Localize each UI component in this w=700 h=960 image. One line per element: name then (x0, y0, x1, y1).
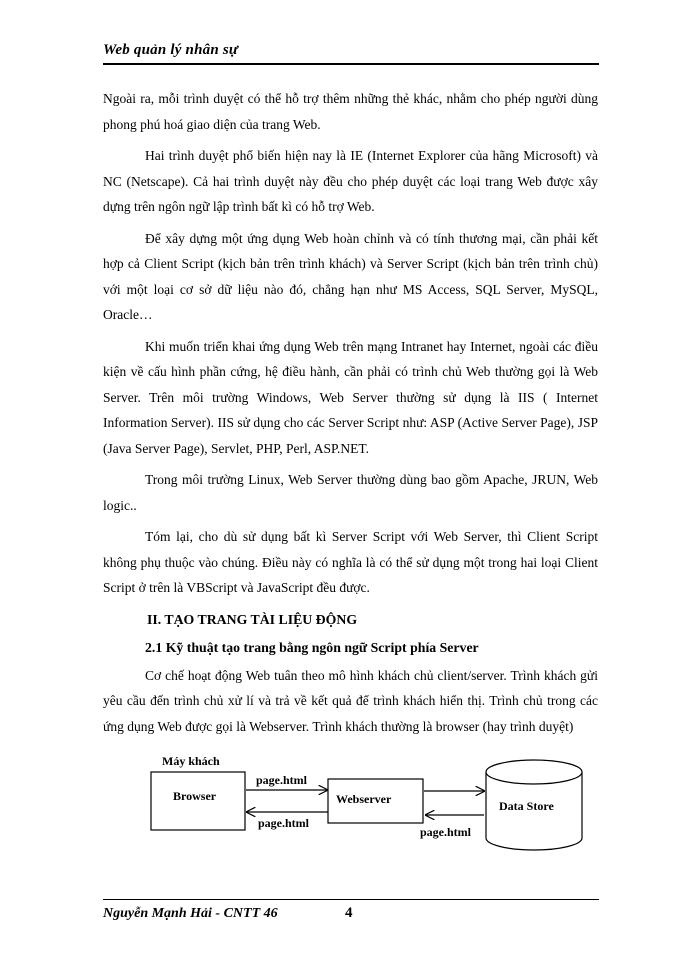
arrow-label-datastore: page.html (420, 825, 471, 839)
header-title: Web quản lý nhân sự (103, 42, 239, 58)
document-body (103, 86, 598, 745)
header-divider (103, 63, 599, 65)
paragraph-web-server: Khi muốn triển khai ứng dụng Web trên mạng Intranet hay Internet, ngoài các điều kiện về cấu hình phần cứng, hệ điều hành, cần phải có trình chủ Web thường gọi là Web Server. Trên môi trường Windows, Web Server thường sử dụng là IIS ( Internet Information Server). IIS sử dụng cho các Server Script như: ASP (Active Server Page), JSP (Java Server Page), Servlet, PHP, Perl, ASP.NET. (103, 338, 598, 456)
page-number: 4 (345, 905, 353, 921)
datastore-label: Data Store (499, 799, 554, 813)
arrow-label-request: page.html (256, 773, 307, 787)
paragraph-web-app: Để xây dựng một ứng dụng Web hoàn chỉnh và có tính thương mại, cần phải kết hợp cả Client Script (kịch bản trên trình khách) và Server Script (kịch bản trên trình chủ) với một loại cơ sở dữ liệu nào đó, chẳng hạn như MS Access, SQL Server, MySQL, Oracle… (103, 230, 598, 322)
page-header (103, 40, 599, 64)
paragraph-popular-browsers: Hai trình duyệt phổ biến hiện nay là IE (Internet Explorer của hãng Microsoft) và NC (Netscape). Cả hai trình duyệt này đều cho phép duyệt các loại trang Web được xây dựng trên ngôn ngữ lập trình bất kì có hỗ trợ Web. (103, 148, 598, 214)
paragraph-browser-tags: Ngoài ra, mỗi trình duyệt có thể hỗ trợ thêm những thẻ khác, nhằm cho phép người dùng phong phú hoá giao diện của trang Web. (103, 91, 598, 132)
section-heading: II. TẠO TRANG TÀI LIỆU ĐỘNG (147, 611, 358, 627)
paragraph-client-server: Cơ chế hoạt động Web tuân theo mô hình khách chủ client/server. Trình khách gửi yêu cầu đến trình chủ xử lí và trả về kết quả để trình khách hiển thị. Trình chủ trong các ứng dụng Web được gọi là Webserver. Trình khách thường là browser (hay trình duyệt) (103, 667, 598, 734)
footer-divider (103, 899, 599, 900)
arrow-label-response: page.html (258, 816, 309, 830)
paragraph-summary: Tóm lại, cho dù sử dụng bất kì Server Script với Web Server, thì Client Script không phụ thuộc vào chúng. Điều này có nghĩa là có thể sử dụng một trong hai loại Client Script ở trên là VBScript và JavaScript đều được. (103, 529, 598, 595)
client-server-diagram (150, 752, 590, 862)
footer-author: Nguyễn Mạnh Hải - CNTT 46 (103, 906, 278, 921)
webserver-label: Webserver (336, 792, 392, 806)
paragraph-linux: Trong môi trường Linux, Web Server thường dùng bao gồm Apache, JRUN, Web logic.. (103, 472, 598, 513)
browser-label: Browser (173, 789, 217, 803)
subsection-heading: 2.1 Kỹ thuật tạo trang bằng ngôn ngữ Script phía Server (145, 639, 479, 655)
client-caption: Máy khách (162, 754, 220, 768)
